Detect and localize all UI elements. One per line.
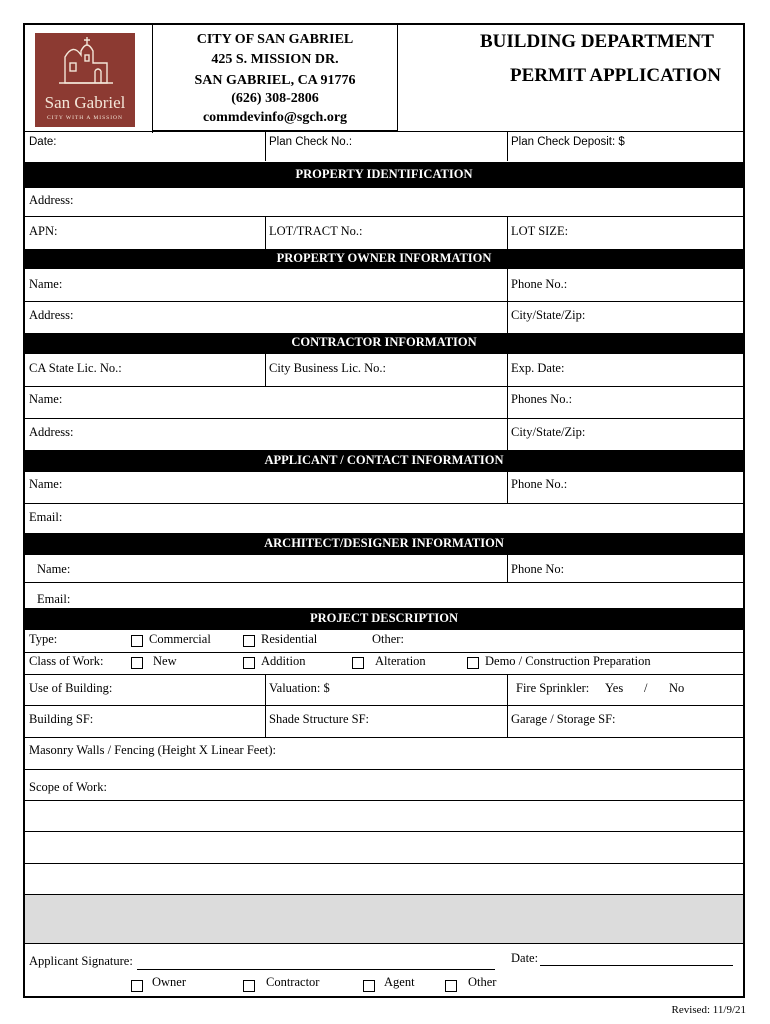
section-architect-heading: ARCHITECT/DESIGNER INFORMATION [25,533,743,555]
residential-label: Residential [261,632,318,646]
state-lic-label: CA State Lic. No.: [29,361,122,375]
revised-date: Revised: 11/9/21 [671,1004,746,1016]
fire-no-option[interactable]: No [669,681,685,695]
owner-checkbox[interactable] [131,980,143,992]
form-title: PERMIT APPLICATION [510,65,721,86]
type-other-label: Other: [372,632,404,646]
contractor-phones-label: Phones No.: [511,392,573,406]
section-project-heading: PROJECT DESCRIPTION [25,608,743,630]
alteration-checkbox[interactable] [352,657,364,669]
lot-size-label: LOT SIZE: [511,224,569,238]
section-contractor-heading: CONTRACTOR INFORMATION [25,333,743,354]
contractor-city-label: City/State/Zip: [511,425,586,439]
architect-name-label: Name: [37,562,71,576]
new-label: New [153,654,177,668]
demo-label: Demo / Construction Preparation [485,654,651,668]
building-sf-label: Building SF: [29,712,94,726]
city-logo [35,33,135,127]
mission-building-icon [35,33,135,93]
commercial-label: Commercial [149,632,211,646]
contractor-checkbox[interactable] [243,980,255,992]
agent-checkbox[interactable] [363,980,375,992]
plan-check-deposit-label: Plan Check Deposit: $ [511,136,625,148]
lot-tract-label: LOT/TRACT No.: [269,224,363,238]
signature-date-line[interactable] [540,965,733,966]
contractor-address-label: Address: [29,425,74,439]
exp-date-label: Exp. Date: [511,361,565,375]
logo-tagline: CITY WITH A MISSION [47,115,123,121]
addition-checkbox[interactable] [243,657,255,669]
valuation-label: Valuation: $ [269,681,330,695]
architect-email-label: Email: [37,592,71,606]
date-label: Date: [29,136,57,148]
city-name: CITY OF SAN GABRIEL [196,32,354,47]
fire-yes-option[interactable]: Yes [605,681,624,695]
property-address-label: Address: [29,193,74,207]
city-citystatezip: SAN GABRIEL, CA 91776 [194,73,356,88]
city-email: commdevinfo@sgch.org [202,110,348,125]
applicant-phone-label: Phone No.: [511,477,568,491]
applicant-name-label: Name: [29,477,63,491]
signature-line[interactable] [137,969,495,970]
masonry-label: Masonry Walls / Fencing (Height X Linear Feet): [29,743,276,757]
city-lic-label: City Business Lic. No.: [269,361,387,375]
department-title: BUILDING DEPARTMENT [480,31,714,52]
shaded-band [25,895,743,943]
scope-of-work-label: Scope of Work: [29,780,107,794]
class-of-work-label: Class of Work: [29,654,104,668]
section-owner-heading: PROPERTY OWNER INFORMATION [25,249,743,269]
commercial-checkbox[interactable] [131,635,143,647]
apn-label: APN: [29,224,58,238]
type-label: Type: [29,632,58,646]
contractor-role-label: Contractor [266,975,320,989]
signature-date-label: Date: [511,951,539,965]
owner-address-label: Address: [29,308,74,322]
owner-city-label: City/State/Zip: [511,308,586,322]
architect-phone-label: Phone No: [511,562,565,576]
other-checkbox[interactable] [445,980,457,992]
fire-sprinkler-label: Fire Sprinkler: [516,681,590,695]
agent-role-label: Agent [384,975,415,989]
owner-name-label: Name: [29,277,63,291]
applicant-email-label: Email: [29,510,63,524]
logo-name: San Gabriel [44,93,126,112]
city-phone: (626) 308-2806 [231,91,319,106]
section-property-heading: PROPERTY IDENTIFICATION [25,162,743,188]
shade-sf-label: Shade Structure SF: [269,712,369,726]
use-of-building-label: Use of Building: [29,681,113,695]
alteration-label: Alteration [375,654,426,668]
section-applicant-heading: APPLICANT / CONTACT INFORMATION [25,450,743,472]
owner-phone-label: Phone No.: [511,277,568,291]
contractor-name-label: Name: [29,392,63,406]
demo-checkbox[interactable] [467,657,479,669]
fire-slash: / [644,681,648,695]
applicant-signature-label: Applicant Signature: [29,954,133,968]
garage-sf-label: Garage / Storage SF: [511,712,616,726]
other-role-label: Other [468,975,497,989]
new-checkbox[interactable] [131,657,143,669]
residential-checkbox[interactable] [243,635,255,647]
city-street: 425 S. MISSION DR. [211,52,339,67]
permit-form [23,23,745,998]
addition-label: Addition [261,654,306,668]
plan-check-no-label: Plan Check No.: [269,136,353,148]
owner-role-label: Owner [152,975,187,989]
